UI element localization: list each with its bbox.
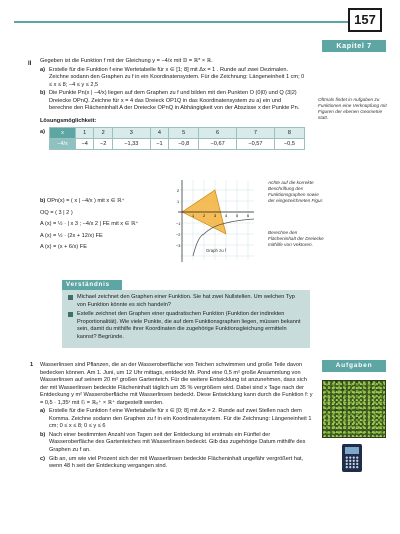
tick-label: −3 (176, 244, 181, 248)
formula-line: A (x) = (x + 6/x) FE (40, 244, 87, 251)
table-cell: 6 (199, 128, 237, 139)
table-row-x (50, 128, 305, 139)
function-graph (176, 176, 256, 264)
formula-line: A (x) = ½ · | x 3 ; −4/x 2 | FE mit x ∈ ℝ⁺ (40, 221, 139, 228)
task-part-a (40, 408, 315, 431)
exercise-part-a (40, 67, 305, 90)
table-cell: −2 (94, 139, 112, 150)
item-text: Estelle zeichnet den Graphen einer quadratischen Funktion (Funktion der indirekten Proportionalität). Wie viele Punkte, die auf dem Funktionsgraphen liegen, müssen bekannt sein, damit du mithilfe ihrer Koordinaten die zugehörige Funktionsgleichung ermitteln kannst? Begründe. (77, 311, 301, 340)
table-cell: 4 (150, 128, 168, 139)
solution-title: Lösungsmöglichkeit: (40, 117, 97, 124)
task-number: 1 (30, 362, 34, 368)
part-text: Erstelle für die Funktion f eine Wertetabelle für x ∈ [0; 8] mit Δx = 2. Runde auf zwei Stellen nach dem Komma. Zeichne sodann den Graphen zu f in ein Koordinatensystem. Für die Zeichnung: Längeneinheit 1 cm; 0 ≤ x ≤ 8; 0 ≤ y ≤ 6 (49, 408, 312, 430)
page-header (0, 8, 400, 30)
table-cell: 7 (237, 128, 275, 139)
tick-label: 1 (192, 214, 195, 218)
tick-label: 2 (177, 189, 180, 193)
formula-text: OPn(x) = ( x | −4/x ) mit x ∈ ℝ⁺ (46, 198, 125, 204)
calculator-keys (345, 456, 359, 469)
part-text: Gib an, um wie viel Prozent sich der mit Wasserlinsen bedeckte Flächeninhalt ungefähr vergrößert hat, wenn 48 h seit der Entdeckung vergangen sind. (49, 455, 304, 470)
value-table (49, 127, 305, 150)
page-number: 157 (348, 8, 382, 32)
verstaendnis-box (62, 290, 310, 348)
part-label: b) (40, 198, 46, 204)
square-bullet-icon (68, 312, 73, 317)
solution-a (40, 127, 305, 150)
exercise-number: II (28, 61, 32, 67)
task-part-b (40, 432, 315, 455)
table-cell: 8 (274, 128, 304, 139)
formula-line: OQ = ( 3 | 2 ) (40, 209, 73, 216)
table-cell: 2 (94, 128, 112, 139)
table-cell: −0,8 (169, 139, 199, 150)
chapter-tab: Kapitel 7 (322, 40, 386, 52)
task-intro: Wasserlinsen sind Pflanzen, die an der Wasseroberfläche von Teichen schwimmen und große Teile davon bedecken können. Am 1. Juni, um 12 Uhr mittags, entdeckt Mr. Pond eine 0,5 m² große Ansammlung von Wasserlinsen auf seinem 20 m² großen Gartenteich. Für die weitere Entwicklung ist anzunehmen, dass sich der mit Wasserlinsen bedeckte Flächeninhalt täglich um 35 % vergrößern wird. Dabei sind x Tage nach der Entdeckung y m² Wasseroberfläche mit Wasserlinsen bedeckt. Diese Entwicklung kann durch die Funktion f: y = 0,5 · 1,35ˣ mit 𝔾 = ℝ₀⁺ × ℝ⁺ dargestellt werden. (40, 362, 313, 406)
aufgaben-tab: Aufgaben (322, 360, 386, 372)
table-cell: −0,57 (237, 139, 275, 150)
tick-label: −1 (176, 222, 181, 226)
side-note-1: Oftmals findet in Aufgaben zu Funktionen eine Verknüpfung mit Figuren der ebenen Geometrie statt. (318, 97, 387, 121)
list-item (68, 311, 304, 341)
table-cell: −4 (76, 139, 94, 150)
part-label: b) (40, 431, 46, 438)
table-cell: 3 (112, 128, 150, 139)
exercise-intro: Gegeben ist die Funktion f mit der Gleichung y = −4/x mit 𝔻 = ℝ* × ℝ. (40, 58, 213, 64)
item-text: Michael zeichnet den Graphen einer Funktion. Sie hat zwei Nullstellen. Um welchen Typ von Funktion könnte es sich handeln? (77, 294, 295, 308)
exercise-ii (40, 58, 305, 150)
tick-label: 1 (177, 200, 180, 204)
table-cell: −1 (150, 139, 168, 150)
part-label: c) (40, 455, 45, 462)
list-item (68, 294, 304, 309)
part-text: Nach einer bestimmten Anzahl von Tagen seit der Entdeckung ist erstmals ein Fünftel der Wasseroberfläche des Gartenteiches mit Wasserlinsen bedeckt. Gib das zugehörige Datum mithilfe des Graphen zu f an. (49, 431, 306, 454)
task-part-c (40, 456, 315, 471)
table-header-y: −4/x (50, 139, 76, 150)
side-note-2: Achte auf die korrekte Beschriftung des Funktionsgraphen sowie der eingezeichneten Figur. (268, 180, 324, 204)
calculator-screen (345, 447, 359, 454)
part-text: Die Punkte Pn(x | −4/x) liegen auf dem Graphen zu f und bilden mit den Punkten O (0|0) und Q (3|2) Dreiecke OPnQ. Zeichne für x = 4 das Dreieck OP1Q in das Koordinatensystem zu a) ein und berechne den Flächeninhalt A der Dreiecke OPnQ in Abhängigkeit von der Abszisse x der Punkte Pn. (49, 90, 300, 112)
tick-label: 3 (214, 214, 217, 218)
tick-label: 4 (225, 214, 228, 218)
tick-label: −2 (176, 233, 181, 237)
table-header-x: x (50, 128, 76, 139)
formula-line: A (x) = ½ · (2x + 12/x) FE (40, 232, 103, 239)
solution-b (40, 198, 140, 256)
duckweed-photo (322, 380, 386, 438)
graph-label: Graph zu f (206, 248, 227, 253)
table-cell: 5 (169, 128, 199, 139)
table-cell: −0,5 (274, 139, 304, 150)
table-cell: 1 (76, 128, 94, 139)
verstaendnis-tab: Verständnis (62, 280, 122, 290)
table-cell: −0,67 (199, 139, 237, 150)
calculator-icon (342, 444, 362, 472)
table-row-y (50, 139, 305, 150)
header-rule (14, 21, 348, 23)
part-label: b) (40, 90, 46, 97)
tick-label: 6 (247, 214, 250, 218)
exercise-part-b (40, 90, 305, 113)
part-label: a) (40, 408, 45, 415)
part-text: Erstelle für die Funktion f eine Wertetabelle für x ∈ [1; 8] mit Δx = 1 . Runde auf zwei Dezimalen. Zeichne sodann den Graphen zu f in ein Koordinatensystem. Für die Zeichnung: Längeneinheit 1 cm; 0 ≤ x ≤ 8; −4 ≤ y ≤ 2,5 (49, 66, 305, 88)
table-cell: −1,33 (112, 139, 150, 150)
tick-label: 2 (203, 214, 206, 218)
square-bullet-icon (68, 295, 73, 300)
part-label: a) (40, 66, 45, 73)
task-1 (40, 362, 315, 471)
part-label: a) (40, 129, 45, 136)
side-note-3: Berechne den Flächeninhalt der Dreiecke mithilfe von Vektoren. (268, 230, 324, 248)
formula-line (40, 198, 140, 206)
tick-label: 5 (236, 214, 239, 218)
